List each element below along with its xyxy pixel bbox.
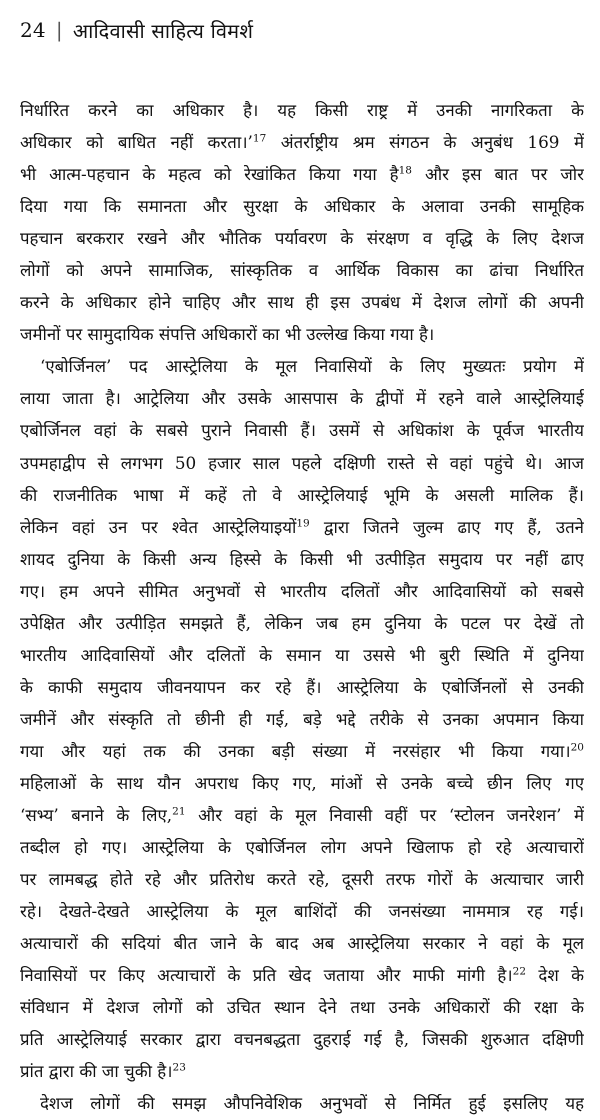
- line-text: निवासियों पर किए अत्याचारों के प्रति खेद जताया और माफी मांगी है।: [20, 965, 513, 986]
- text-line: [20, 382, 584, 414]
- running-header: [20, 10, 580, 50]
- text-line: [20, 991, 584, 1023]
- header-separator: |: [55, 18, 63, 42]
- text-line: [20, 831, 584, 863]
- line-text: महिलाओं के साथ यौन अपराध किए गए, मांओं से उनके बच्चे छीन लिए गए: [20, 772, 584, 793]
- line-text: लाया जाता है। आट्रेलिया और उसके आसपास के द्वीपों में रहने वाले आस्ट्रेलियाई: [20, 388, 584, 409]
- line-text-continued: और वहां के मूल निवासी वहीं पर ‘स्टोलन जनरेशन’ में: [185, 805, 584, 826]
- text-line: [20, 575, 584, 607]
- line-text: शायद दुनिया के किसी अन्य हिस्से के किसी भी उत्पीड़ित समुदाय पर नहीं ढाए: [20, 548, 584, 569]
- line-text: अधिकार को बाधित नहीं करता।’: [20, 132, 253, 153]
- text-line: [20, 543, 584, 575]
- line-text: गए। हम अपने सीमित अनुभवों से भारतीय दलितों और आदिवासियों को सबसे: [20, 580, 584, 601]
- line-text: दिया गया कि समानता और सुरक्षा के अधिकार के अलावा उनकी सामूहिक: [20, 196, 584, 217]
- text-line: [20, 863, 584, 895]
- line-text: की राजनीतिक भाषा में कहें तो वे आस्ट्रेलियाई भूमि के असली मालिक हैं।: [20, 484, 584, 505]
- text-line: [20, 1055, 584, 1087]
- line-text: पहचान बरकरार रखने और भौतिक पर्यावरण के संरक्षण व वृद्धि के लिए देशज: [20, 228, 584, 249]
- text-line: [20, 479, 584, 511]
- footnote-marker: 18: [398, 164, 412, 177]
- footnote-marker: 20: [570, 741, 584, 754]
- line-text-continued: द्वारा जितने जुल्म ढाए गए हैं, उतने: [309, 516, 584, 537]
- line-text: जमीनों पर सामुदायिक संपत्ति अधिकारों का भी उल्लेख किया गया है।: [20, 324, 435, 345]
- text-line: [20, 959, 584, 991]
- text-line: [20, 286, 584, 318]
- line-text: एबोर्जिनल वहां के सबसे पुराने निवासी हैं। उसमें से अधिकांश के पूर्वज भारतीय: [20, 420, 584, 441]
- line-text: तब्दील हो गए। आस्ट्रेलिया के एबोर्जिनल लोग अपने खिलाफ हो रहे अत्याचारों: [20, 837, 584, 858]
- text-line: [20, 447, 584, 479]
- text-line: [20, 927, 584, 959]
- text-line: [20, 639, 584, 671]
- line-text: जमीनें और संस्कृति तो छीनी ही गई, बड़े भद्दे तरीके से उनका अपमान किया: [20, 708, 584, 729]
- line-text-continued: देश के: [526, 965, 584, 986]
- line-text: लेकिन वहां उन पर श्वेत आस्ट्रेलियाइयों: [20, 516, 297, 537]
- body-text: [20, 94, 584, 1120]
- line-text: पर लामबद्ध होते रहे और प्रतिरोध करते रहे, दूसरी तरफ गोरों के अत्याचार जारी: [20, 869, 584, 890]
- text-line: [20, 1023, 584, 1055]
- line-text: देशज लोगों की समझ औपनिवेशिक अनुभवों से निर्मित हुई इसलिए यह: [40, 1093, 584, 1114]
- text-line: [20, 735, 584, 767]
- text-line: [20, 607, 584, 639]
- book-title: आदिवासी साहित्य विमर्श: [72, 18, 254, 43]
- page-number: 24: [20, 18, 46, 42]
- line-text: निर्धारित करने का अधिकार है। यह किसी राष्ट्र में उनकी नागरिकता के: [20, 100, 584, 120]
- line-text-continued: अंतर्राष्ट्रीय श्रम संगठन के अनुबंध 169 में: [266, 132, 584, 153]
- line-text: गया और यहां तक की उनका बड़ी संख्या में नरसंहार भी किया गया।: [20, 740, 571, 761]
- text-line: [20, 158, 584, 190]
- line-text: भारतीय आदिवासियों और दलितों के समान या उससे भी बुरी स्थिति में दुनिया: [20, 644, 584, 665]
- text-line: [20, 767, 584, 799]
- text-line: [20, 222, 584, 254]
- text-line: [20, 511, 584, 543]
- line-text: करने के अधिकार होने चाहिए और साथ ही इस उपबंध में देशज लोगों की अपनी: [20, 292, 584, 313]
- footnote-marker: 19: [296, 517, 310, 530]
- text-line: [20, 414, 584, 446]
- text-line: [20, 1087, 584, 1119]
- text-line: [20, 318, 584, 350]
- footnote-marker: 23: [172, 1061, 186, 1074]
- line-text: रहे। देखते-देखते आस्ट्रेलिया के मूल बाशिंदों की जनसंख्या नाममात्र रह गई।: [20, 901, 584, 922]
- line-text: ‘सभ्य’ बनाने के लिए,: [20, 805, 173, 826]
- text-line: [20, 350, 584, 382]
- line-text: संविधान में देशज लोगों को उचित स्थान देने तथा उनके अधिकारों की रक्षा के: [20, 997, 584, 1018]
- text-line: [20, 254, 584, 286]
- footnote-marker: 21: [172, 805, 186, 818]
- line-text: लोगों को अपने सामाजिक, सांस्कृतिक व आर्थिक विकास का ढांचा निर्धारित: [20, 260, 584, 281]
- line-text-continued: और इस बात पर जोर: [411, 164, 584, 185]
- footnote-marker: 17: [252, 132, 267, 145]
- line-text: प्रति आस्ट्रेलियाई सरकार द्वारा वचनबद्धता दुहराई गई है, जिसकी शुरुआत दक्षिणी: [20, 1029, 584, 1050]
- line-text: ‘एबोर्जिनल’ पद आस्ट्रेलिया के मूल निवासियों के लिए मुख्यतः प्रयोग में: [40, 356, 584, 377]
- text-line: [20, 190, 584, 222]
- footnote-marker: 22: [512, 965, 527, 978]
- line-text: के काफी समुदाय जीवनयापन कर रहे हैं। आस्ट्रेलिया के एबोर्जिनलों से उनकी: [20, 676, 584, 697]
- text-line: [20, 703, 584, 735]
- line-text: उपेक्षित और उत्पीड़ित समझते हैं, लेकिन जब हम दुनिया के पटल पर देखें तो: [20, 612, 584, 633]
- line-text: भी आत्म-पहचान के महत्व को रेखांकित किया गया है: [20, 164, 399, 185]
- line-text: उपमहाद्वीप से लगभग 50 हजार साल पहले दक्षिणी रास्ते से वहां पहुंचे थे। आज: [20, 452, 584, 473]
- line-text: अत्याचारों की सदियां बीत जाने के बाद अब आस्ट्रेलिया सरकार ने वहां के मूल: [20, 933, 584, 954]
- line-text: प्रांत द्वारा की जा चुकी है।: [20, 1061, 173, 1082]
- text-line: [20, 94, 584, 126]
- text-line: [20, 895, 584, 927]
- text-line: [20, 126, 584, 158]
- text-line: [20, 799, 584, 831]
- text-line: [20, 671, 584, 703]
